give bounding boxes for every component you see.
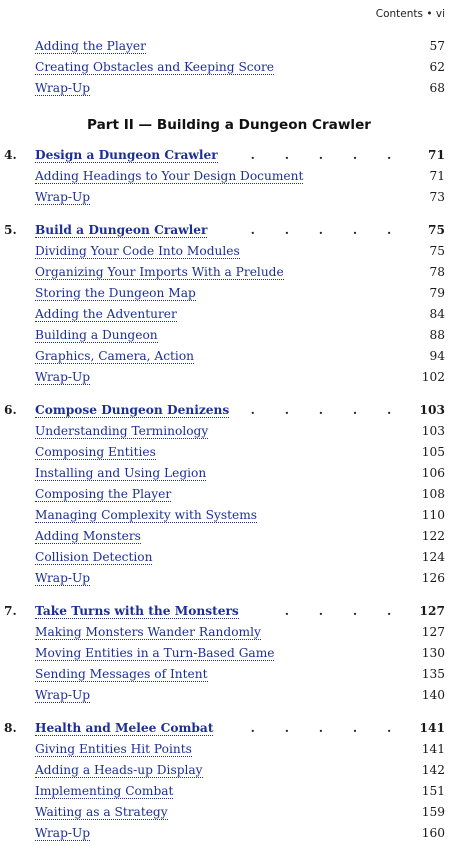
section-entry xyxy=(0,262,458,283)
chapter-list xyxy=(0,145,458,844)
section-entry xyxy=(0,739,458,760)
section-entry xyxy=(0,283,458,304)
section-link[interactable]: Wrap-Up xyxy=(35,688,91,702)
table-of-contents xyxy=(0,36,458,844)
section-entry xyxy=(0,484,458,505)
chapter-number: 5. xyxy=(4,223,17,237)
chapter-link[interactable]: Design a Dungeon Crawler xyxy=(35,148,218,162)
section-link[interactable]: Composing the Player xyxy=(35,487,172,501)
section-link[interactable]: Organizing Your Imports With a Prelude xyxy=(35,265,284,279)
section-entry xyxy=(0,547,458,568)
page-number: 106 xyxy=(421,466,445,480)
chapter-link[interactable]: Take Turns with the Monsters xyxy=(35,604,239,618)
section-link[interactable]: Moving Entities in a Turn-Based Game xyxy=(35,646,275,660)
toc-entry xyxy=(0,78,458,99)
page-number: 62 xyxy=(429,60,445,74)
chapter-entry xyxy=(0,220,458,241)
section-entry xyxy=(0,505,458,526)
section-entry xyxy=(0,325,458,346)
section-link[interactable]: Making Monsters Wander Randomly xyxy=(35,625,261,639)
intro-entries xyxy=(0,36,458,99)
section-entry xyxy=(0,346,458,367)
section-link[interactable]: Adding a Heads-up Display xyxy=(35,763,203,777)
chapter-gap xyxy=(0,589,458,601)
chapter-entry xyxy=(0,145,458,166)
section-entry xyxy=(0,304,458,325)
section-link[interactable]: Wrap-Up xyxy=(35,370,91,384)
page-number: 141 xyxy=(419,721,445,735)
page-number: 75 xyxy=(428,223,445,237)
section-entry xyxy=(0,166,458,187)
section-link[interactable]: Wrap-Up xyxy=(35,571,91,585)
section-entry xyxy=(0,823,458,844)
chapter-gap xyxy=(0,388,458,400)
chapter-entry xyxy=(0,400,458,421)
section-link[interactable]: Sending Messages of Intent xyxy=(35,667,208,681)
section-link[interactable]: Wrap-Up xyxy=(35,190,91,204)
page-number: 122 xyxy=(421,529,445,543)
part-heading: Part II — Building a Dungeon Crawler xyxy=(86,117,371,133)
chapter-number: 6. xyxy=(4,403,17,417)
chapter-number: 4. xyxy=(4,148,17,162)
section-entry xyxy=(0,442,458,463)
section-link[interactable]: Managing Complexity with Systems xyxy=(35,508,258,522)
toc-entry xyxy=(0,36,458,57)
section-link[interactable]: Adding Headings to Your Design Document xyxy=(35,169,304,183)
section-link[interactable]: Graphics, Camera, Action xyxy=(35,349,195,363)
section-link[interactable]: Building a Dungeon xyxy=(35,328,158,342)
toc-link[interactable]: Wrap-Up xyxy=(35,81,91,95)
section-link[interactable]: Dividing Your Code Into Modules xyxy=(35,244,240,258)
section-entry xyxy=(0,568,458,589)
page-number: 103 xyxy=(421,424,445,438)
page-number: 68 xyxy=(429,81,445,95)
page-number: 108 xyxy=(421,487,445,501)
page-number: 159 xyxy=(421,805,445,819)
page-number: 88 xyxy=(429,328,445,342)
page-number: 140 xyxy=(421,688,445,702)
section-link[interactable]: Adding the Adventurer xyxy=(35,307,177,321)
page-number: 94 xyxy=(429,349,445,363)
section-entry xyxy=(0,802,458,823)
section-link[interactable]: Understanding Terminology xyxy=(35,424,209,438)
toc-link[interactable]: Creating Obstacles and Keeping Score xyxy=(35,60,274,74)
section-entry xyxy=(0,526,458,547)
section-link[interactable]: Storing the Dungeon Map xyxy=(35,286,196,300)
page-number: 127 xyxy=(419,604,445,618)
page-number: 151 xyxy=(421,784,445,798)
page-number: 130 xyxy=(421,646,445,660)
page-number: 103 xyxy=(419,403,445,417)
chapter-entry xyxy=(0,601,458,622)
section-link[interactable]: Composing Entities xyxy=(35,445,156,459)
dot-leader: . . . . . xyxy=(250,223,404,237)
section-entry xyxy=(0,685,458,706)
page-number: 57 xyxy=(429,39,445,53)
section-entry xyxy=(0,367,458,388)
page-number: 160 xyxy=(421,826,445,840)
page-number: 75 xyxy=(429,244,445,258)
page-number: 141 xyxy=(421,742,445,756)
section-entry xyxy=(0,664,458,685)
section-entry xyxy=(0,463,458,484)
section-link[interactable]: Collision Detection xyxy=(35,550,153,564)
section-entry xyxy=(0,421,458,442)
chapter-gap xyxy=(0,208,458,220)
section-entry xyxy=(0,760,458,781)
page-number: 110 xyxy=(421,508,445,522)
toc-entry xyxy=(0,57,458,78)
page-number: 71 xyxy=(429,169,445,183)
chapter-number: 7. xyxy=(4,604,17,618)
page-number: 78 xyxy=(429,265,445,279)
dot-leader: . . . . xyxy=(284,604,404,618)
chapter-gap xyxy=(0,706,458,718)
section-entry xyxy=(0,187,458,208)
dot-leader: . . . . . xyxy=(250,403,404,417)
page-number: 124 xyxy=(421,550,445,564)
section-link[interactable]: Waiting as a Strategy xyxy=(35,805,168,819)
section-link[interactable]: Installing and Using Legion xyxy=(35,466,207,480)
chapter-link[interactable]: Health and Melee Combat xyxy=(35,721,214,735)
dot-leader: . . . . . xyxy=(250,148,404,162)
page-number: 71 xyxy=(428,148,445,162)
page-number: 102 xyxy=(421,370,445,384)
section-link[interactable]: Implementing Combat xyxy=(35,784,174,798)
page-number: 127 xyxy=(421,625,445,639)
running-header: Contents • vi xyxy=(375,8,445,20)
section-link[interactable]: Wrap-Up xyxy=(35,826,91,840)
section-entry xyxy=(0,241,458,262)
dot-leader: . . . . . xyxy=(250,721,404,735)
page-number: 105 xyxy=(421,445,445,459)
page-number: 126 xyxy=(421,571,445,585)
chapter-link[interactable]: Build a Dungeon Crawler xyxy=(35,223,208,237)
chapter-entry xyxy=(0,718,458,739)
section-entry xyxy=(0,781,458,802)
page-number: 135 xyxy=(421,667,445,681)
section-entry xyxy=(0,622,458,643)
section-entry xyxy=(0,643,458,664)
toc-link[interactable]: Adding the Player xyxy=(35,39,146,53)
chapter-link[interactable]: Compose Dungeon Denizens xyxy=(35,403,230,417)
section-link[interactable]: Adding Monsters xyxy=(35,529,141,543)
page-number: 79 xyxy=(429,286,445,300)
page-number: 84 xyxy=(429,307,445,321)
page-number: 73 xyxy=(429,190,445,204)
section-link[interactable]: Giving Entities Hit Points xyxy=(35,742,192,756)
chapter-number: 8. xyxy=(4,721,17,735)
page-number: 142 xyxy=(421,763,445,777)
